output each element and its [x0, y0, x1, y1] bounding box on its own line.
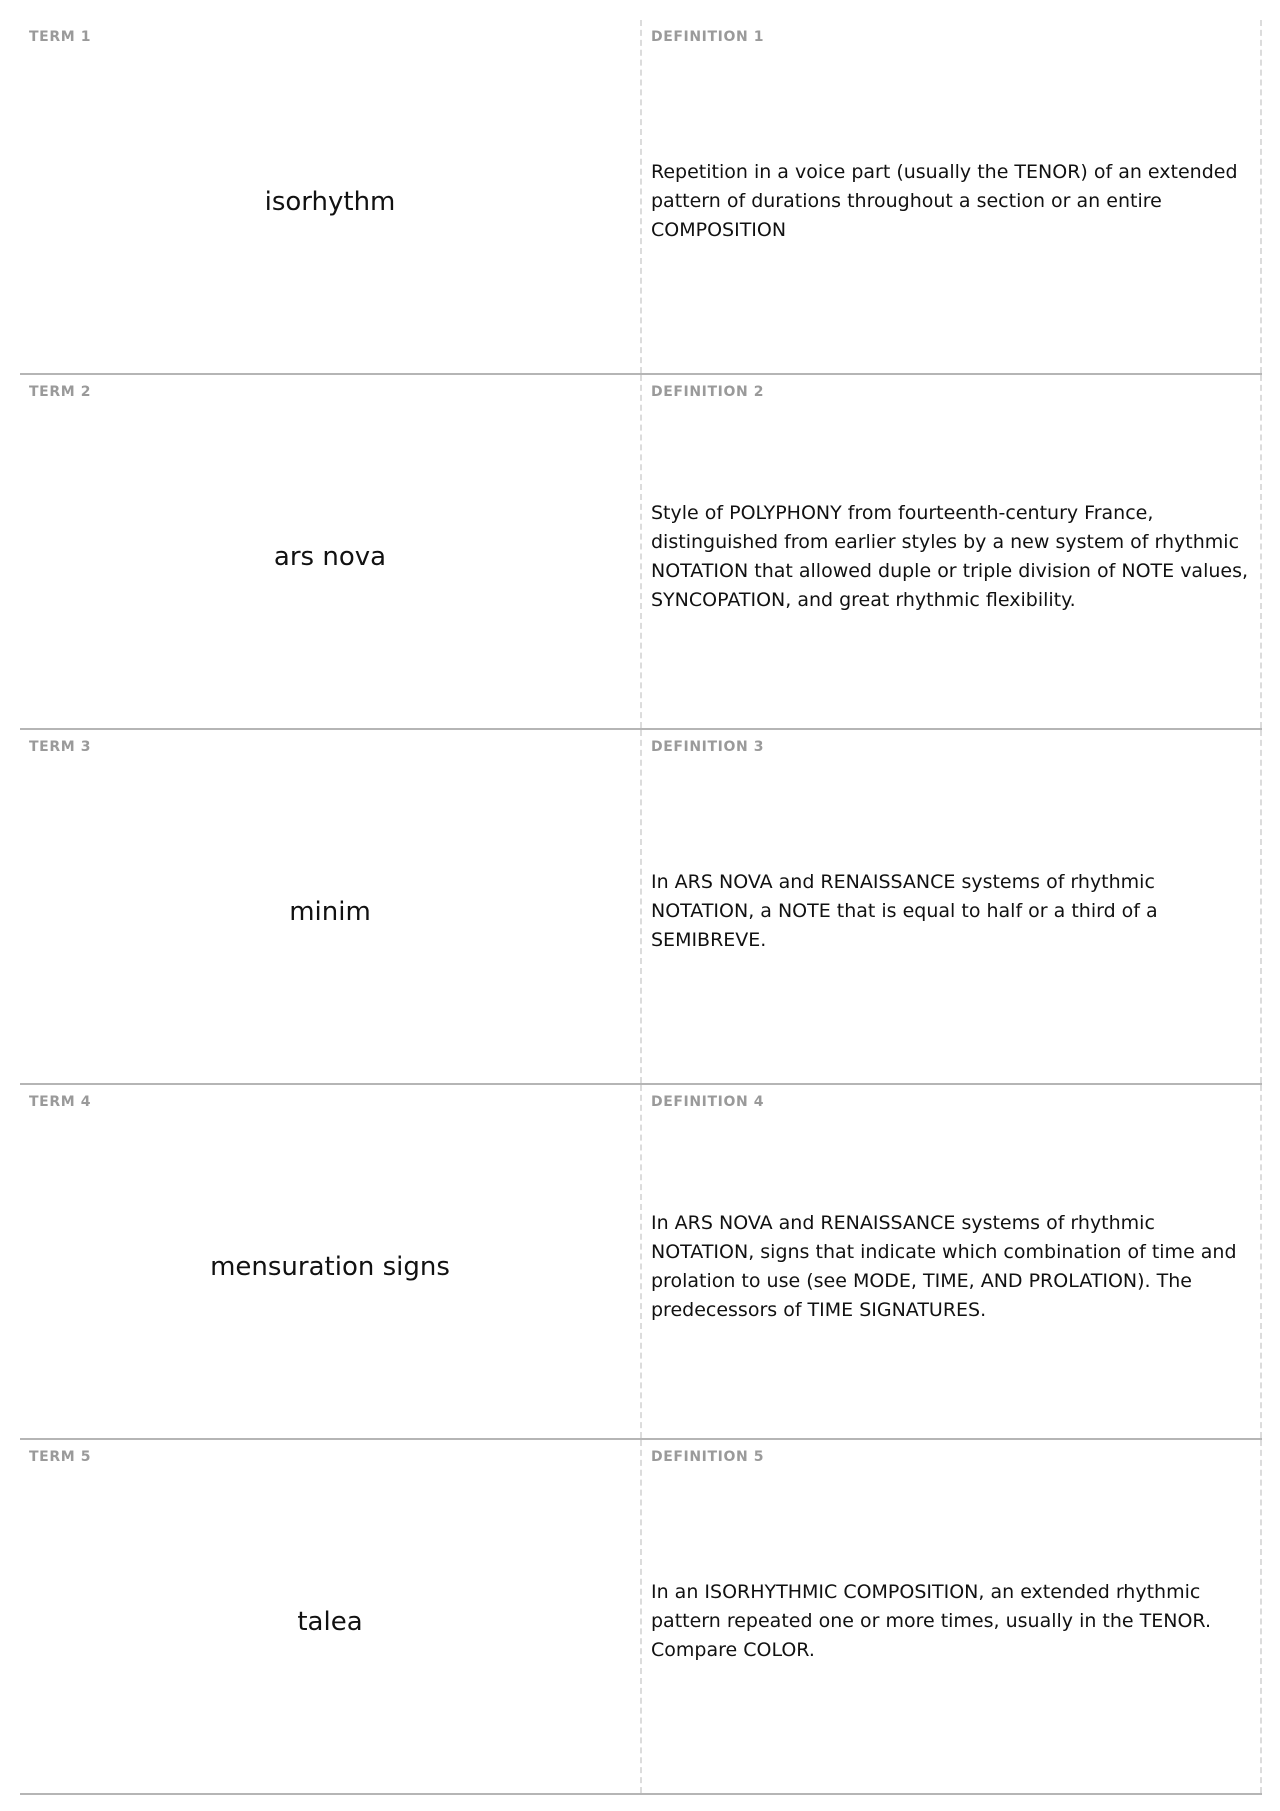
flashcard-row — [20, 730, 1262, 1085]
term-card — [20, 1085, 642, 1438]
definition-text: In an ISORHYTHMIC COMPOSITION, an extended rhythmic pattern repeated one or more times, usually in the TENOR. Compare COLOR. — [651, 1581, 1211, 1661]
term-card — [20, 1440, 642, 1793]
term-text: isorhythm — [264, 186, 396, 217]
definition-label: DEFINITION 1 — [651, 29, 765, 45]
term-card — [20, 375, 642, 728]
definition-text: In ARS NOVA and RENAISSANCE systems of rhythmic NOTATION, signs that indicate which combination of time and prolation to use (see MODE, TIME, AND PROLATION). The predecessors of TIME SIGNATURES. — [651, 1211, 1237, 1321]
definition-card — [642, 1085, 1262, 1438]
term-card — [20, 20, 642, 373]
definition-text: Style of POLYPHONY from fourteenth-century France, distinguished from earlier styles by a new system of rhythmic NOTATION that allowed duple or triple division of NOTE values, SYNCOPATION, and great rhythmic flexibility. — [651, 501, 1249, 611]
definition-label: DEFINITION 5 — [651, 1449, 765, 1465]
term-text: minim — [289, 896, 371, 927]
flashcard-row — [20, 375, 1262, 730]
definition-card — [642, 20, 1262, 373]
term-label: TERM 3 — [29, 739, 92, 755]
definition-card — [642, 730, 1262, 1083]
term-label: TERM 1 — [29, 29, 92, 45]
term-text: talea — [297, 1606, 363, 1637]
flashcard-sheet — [20, 20, 1262, 1795]
term-text: mensuration signs — [210, 1251, 450, 1282]
term-label: TERM 4 — [29, 1094, 92, 1110]
term-label: TERM 5 — [29, 1449, 92, 1465]
flashcard-row — [20, 20, 1262, 375]
definition-card — [642, 375, 1262, 728]
flashcard-row — [20, 1085, 1262, 1440]
definition-card — [642, 1440, 1262, 1793]
flashcard-row — [20, 1440, 1262, 1795]
definition-label: DEFINITION 2 — [651, 384, 765, 400]
definition-text: In ARS NOVA and RENAISSANCE systems of rhythmic NOTATION, a NOTE that is equal to half or a third of a SEMIBREVE. — [651, 871, 1158, 951]
definition-label: DEFINITION 4 — [651, 1094, 765, 1110]
term-card — [20, 730, 642, 1083]
term-label: TERM 2 — [29, 384, 92, 400]
term-text: ars nova — [273, 541, 387, 572]
definition-label: DEFINITION 3 — [651, 739, 765, 755]
definition-text: Repetition in a voice part (usually the TENOR) of an extended pattern of durations throughout a section or an entire COMPOSITION — [651, 161, 1238, 241]
